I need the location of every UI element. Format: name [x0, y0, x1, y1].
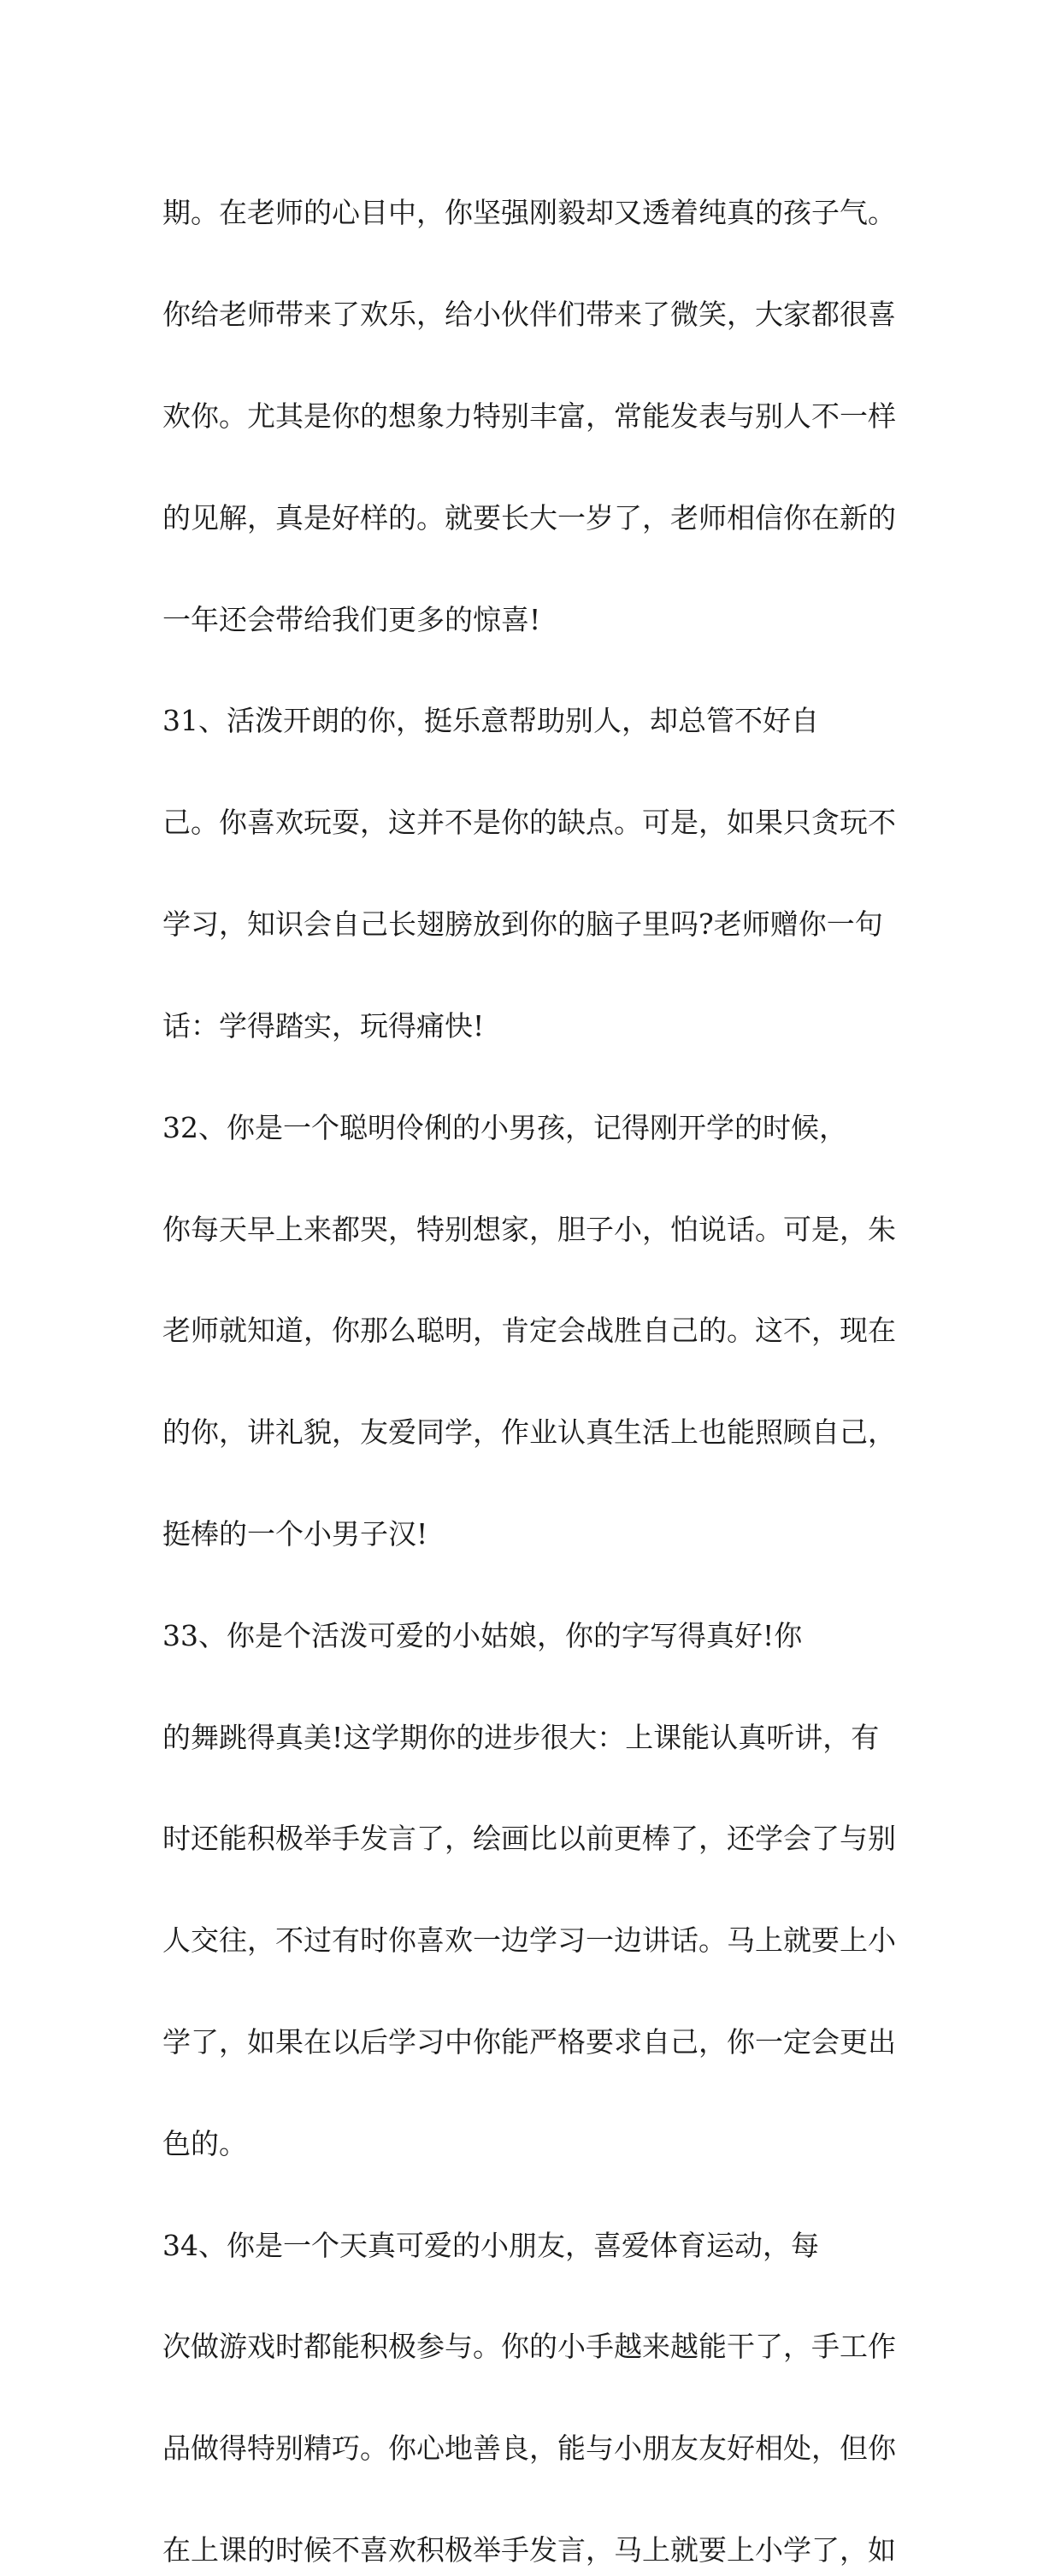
- paragraph-31: [162, 645, 902, 1051]
- paragraph-line: 品做得特别精巧。你心地善良，能与小朋友友好相处，但你: [162, 2431, 896, 2466]
- paragraph-line: 时还能积极举手发言了，绘画比以前更棒了，还学会了与别: [162, 1822, 896, 1856]
- paragraph-line: 挺棒的一个小男子汉!: [162, 1516, 428, 1551]
- paragraph-line: 己。你喜欢玩耍，这并不是你的缺点。可是，如果只贪玩不: [162, 806, 896, 840]
- paragraph-line: 的你，讲礼貌，友爱同学，作业认真生活上也能照顾自己，: [162, 1415, 896, 1450]
- document-body: [162, 137, 902, 2576]
- paragraph-line: 在上课的时候不喜欢积极举手发言，马上就要上小学了，如: [162, 2533, 896, 2567]
- paragraph-line: 学习，知识会自己长翅膀放到你的脑子里吗?老师赠你一句: [162, 907, 883, 942]
- paragraph-line: 31、活泼开朗的你，挺乐意帮助别人，却总管不好自: [162, 704, 819, 738]
- paragraph-line: 一年还会带给我们更多的惊喜!: [162, 602, 541, 636]
- paragraph-line: 期。在老师的心目中，你坚强刚毅却又透着纯真的孩子气。: [162, 196, 896, 230]
- paragraph-line: 欢你。尤其是你的想象力特别丰富，常能发表与别人不一样: [162, 399, 896, 434]
- paragraph-line: 次做游戏时都能积极参与。你的小手越来越能干了，手工作: [162, 2330, 896, 2364]
- paragraph-32: [162, 1051, 902, 1559]
- paragraph-line: 34、你是一个天真可爱的小朋友，喜爱体育运动，每: [162, 2228, 819, 2262]
- paragraph-line: 老师就知道，你那么聪明，肯定会战胜自己的。这不，现在: [162, 1314, 896, 1348]
- paragraph-line: 你每天早上来都哭，特别想家，胆子小，怕说话。可是，朱: [162, 1212, 896, 1246]
- paragraph-line: 33、你是个活泼可爱的小姑娘，你的字写得真好!你: [162, 1618, 803, 1652]
- paragraph-line: 人交往，不过有时你喜欢一边学习一边讲话。马上就要上小: [162, 1923, 896, 1958]
- paragraph-line: 的见解，真是好样的。就要长大一岁了，老师相信你在新的: [162, 500, 896, 535]
- paragraph-33: [162, 1559, 902, 2169]
- paragraph-line: 你给老师带来了欢乐，给小伙伴们带来了微笑，大家都很喜: [162, 298, 896, 332]
- paragraph-line: 的舞跳得真美!这学期你的进步很大：上课能认真听讲，有: [162, 1720, 880, 1754]
- paragraph-line: 话：学得踏实，玩得痛快!: [162, 1008, 485, 1043]
- paragraph-line: 学了，如果在以后学习中你能严格要求自己，你一定会更出: [162, 2025, 896, 2059]
- paragraph-continued: [162, 137, 902, 645]
- paragraph-line: 32、你是一个聪明伶俐的小男孩，记得刚开学的时候，: [162, 1110, 847, 1144]
- paragraph-line: 色的。: [162, 2126, 247, 2160]
- paragraph-34: [162, 2169, 902, 2575]
